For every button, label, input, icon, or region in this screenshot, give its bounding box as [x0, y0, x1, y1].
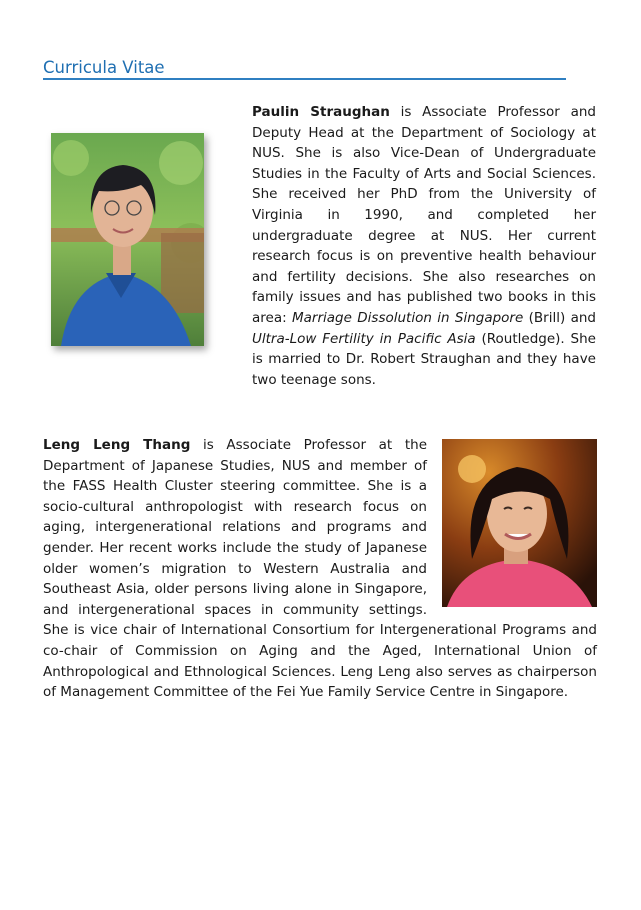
section-heading: Curricula Vitae [43, 58, 566, 80]
bio-text: (Routledge). She is married to Dr. Robert Straughan and they have two teenage sons. [252, 330, 596, 388]
person-name: Leng Leng Thang [43, 437, 191, 453]
portrait-photo-paulin-straughan [51, 133, 204, 346]
bio-text: is Associate Professor and Deputy Head at the Department of Sociology at NUS. She is also Vice-Dean of Undergraduate Studies in the Faculty of Arts and Social Sciences. She received her PhD from the University of Virginia in 1990, and completed her undergraduate degree at NUS. Her current research focus is on preventive health behaviour and fertility decisions. She also researches on family issues and has published two books in this area: [252, 104, 596, 326]
book-title: Ultra-Low Fertility in Pacific Asia [252, 330, 476, 347]
portrait-photo-leng-leng-thang [442, 439, 597, 607]
bio-leng-leng-thang [43, 435, 597, 703]
person-name: Paulin Straughan [252, 104, 390, 120]
bio-text: (Brill) and [523, 309, 596, 326]
bio-text: is Associate Professor at the Department of Japanese Studies, NUS and member of the FASS Health Cluster steering committee. She is a socio-cultural anthropologist with research focus on aging, intergenerational relations and programs and gender. Her recent works include the study of Japanese older women’s migration to Western Australia and Southeast Asia, older persons living alone in Singapore, and intergenerational spaces in community settings. She is vice chair of International Consortium for Intergenerational Programs and co-chair of Commission on Aging and the Aged, International Union of Anthropological and Ethnological Sciences. Leng Leng also serves as chairperson of Management Committee of the Fei Yue Family Service Centre in Singapore. [43, 437, 597, 701]
bio-paulin-straughan [252, 102, 596, 390]
book-title: Marriage Dissolution in Singapore [292, 309, 524, 326]
